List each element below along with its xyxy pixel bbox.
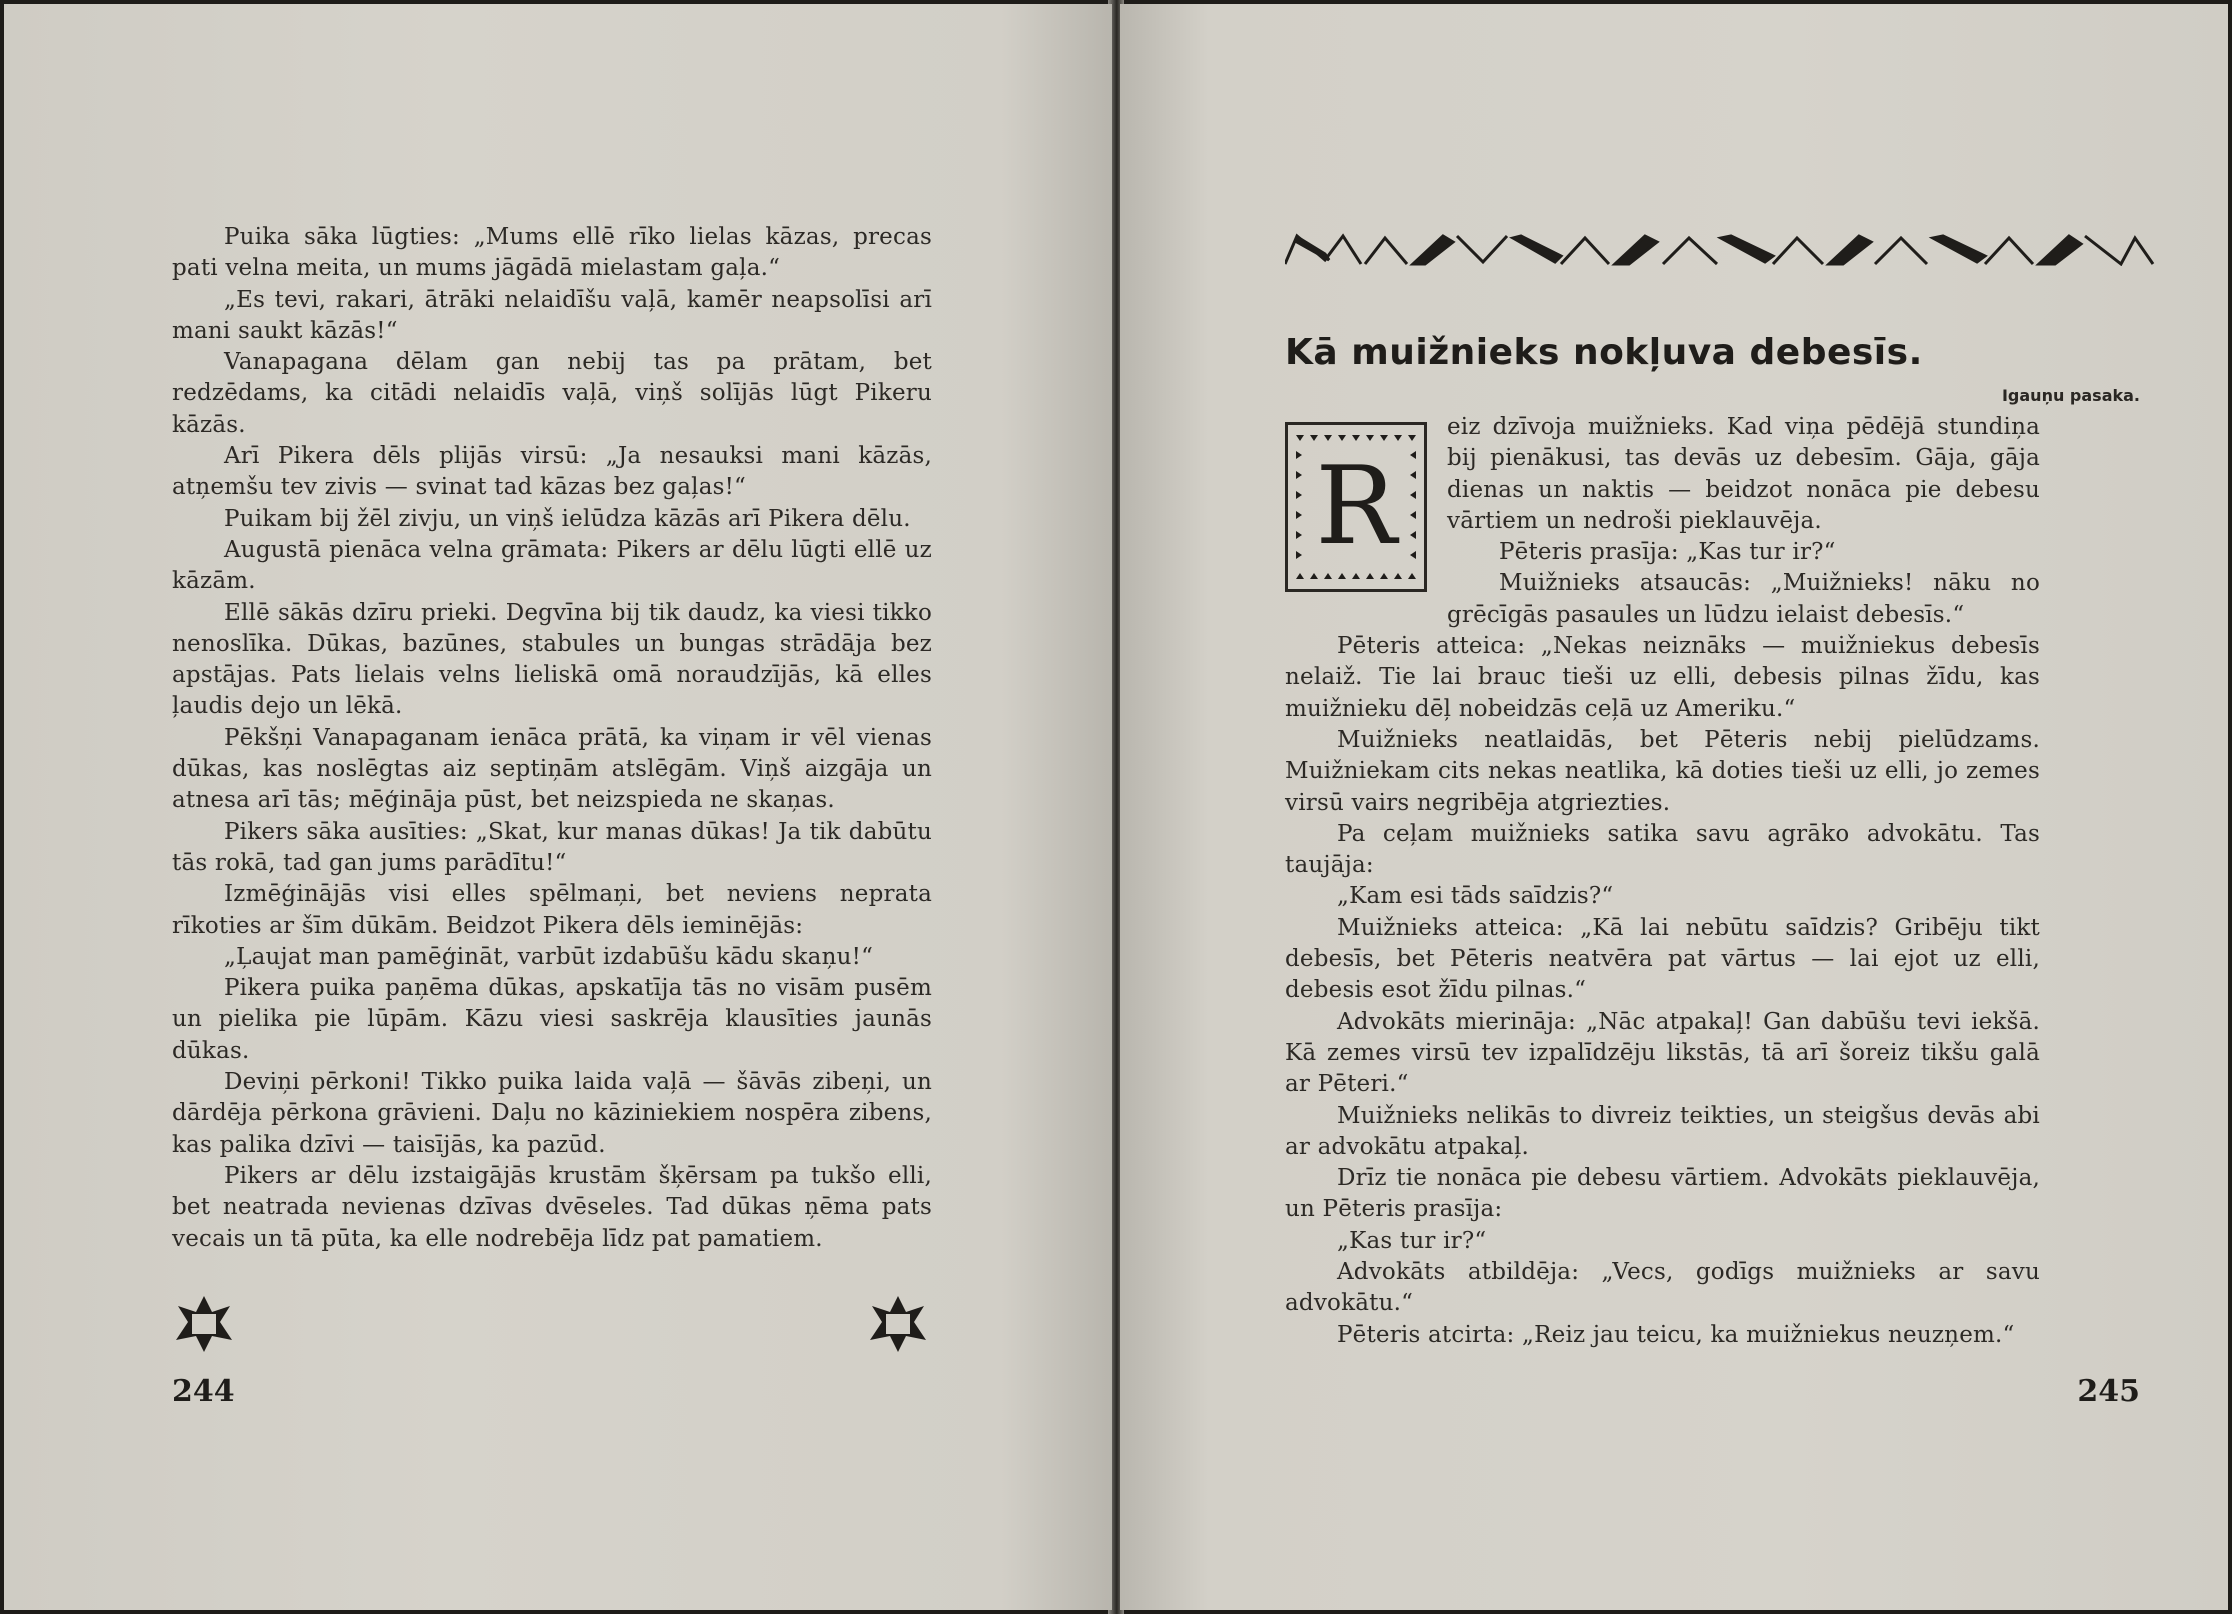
paragraph: Puika sāka lūgties: „Mums ellē rīko lielas kāzas, precas pati velna meita, un mums jāgādā mielastam gaļa.“ — [172, 224, 932, 282]
paragraph: „Kam esi tāds saīdzis?“ — [1337, 883, 1614, 910]
first-paragraph: eiz dzīvoja muižnieks. Kad viņa pēdējā stundiņa bij pienākusi, tas devās uz debesīm. Gāja, gāja dienas un naktis — beidzot nonāca pie debesu vārtiem un nedroši pieklauvēja. — [1447, 414, 2040, 534]
paragraph: Muižnieks neatlaidās, bet Pēteris nebij pielūdzams. Muižniekam cits nekas neatlika, kā doties tieši uz elli, jo zemes virsū vairs negribēja atgriezties. — [1285, 726, 2040, 816]
paragraph: Augustā pienāca velna grāmata: Pikers ar dēlu lūgti ellē uz kāzām. — [172, 536, 932, 595]
drop-cap-letter: R — [1315, 444, 1397, 569]
paragraph: Muižnieks nelikās to divreiz teikties, un steigšus devās abi ar advokātu atpakaļ. — [1285, 1102, 2040, 1160]
paragraph: Pikers sāka ausīties: „Skat, kur manas dūkas! Ja tik dabūtu tās rokā, tad gan jums parādītu!“ — [172, 818, 932, 876]
paragraph: Deviņi pērkoni! Tikko puika laida vaļā — šāvās zibeņi, un dārdēja pērkona grāvieni. Daļu no kāziniekiem nospēra zibens, kas palika dzīvi — taisījās, ka pazūd. — [172, 1069, 932, 1158]
paragraph: Pikera puika paņēma dūkas, apskatīja tās no visām pusēm un pielika pie lūpām. Kāzu viesi saskrēja klausīties jaunās dūkas. — [172, 975, 932, 1064]
paragraph: Pēteris atcirta: „Reiz jau teicu, ka muižniekus neuzņem.“ — [1337, 1321, 2015, 1348]
paragraph: Advokāts mierināja: „Nāc atpakaļ! Gan dabūšu tevi iekšā. Kā zemes virsū tev izpalīdzēju likstās, tā arī šoreiz tikšu galā ar Pēteri.“ — [1285, 1008, 2040, 1098]
paragraph: Vanapagana dēlam gan nebij tas pa prātam, bet redzēdams, ka citādi nelaidīs vaļā, viņš solījās lūgt Pikeru kāzās. — [172, 349, 932, 438]
paragraph: „Es tevi, rakari, ātrāki nelaidīšu vaļā, kamēr neapsolīsi arī mani saukt kāzās!“ — [172, 286, 932, 344]
paragraph: Pēkšņi Vanapaganam ienāca prātā, ka viņam ir vēl vienas dūkas, kas noslēgtas aiz septiņām atslēgām. Viņš aizgāja un atnesa arī tās; mēģināja pūst, bet neizspieda ne skaņas. — [172, 724, 932, 814]
paragraph: Advokāts atbildēja: „Vecs, godīgs muižnieks ar savu advokātu.“ — [1285, 1259, 2040, 1317]
paragraph: „Ļaujat man pamēģināt, varbūt izdabūšu kādu skaņu!“ — [224, 943, 874, 970]
right-page — [1120, 4, 2228, 1610]
paragraph: Muižnieks atsaucās: „Muižnieks! nāku no grēcīgās pasaules un lūdzu ielaist debesīs.“ — [1447, 570, 2040, 628]
paragraph: Arī Pikera dēls plijās virsū: „Ja nesauksi mani kāzās, atņemšu tev zivis — svinat tad kāzas bez gaļas!“ — [172, 443, 932, 501]
paragraph: Izmēģinājās visi elles spēlmaņi, bet neviens neprata rīkoties ar šīm dūkām. Beidzot Pikera dēls ieminējās: — [172, 881, 932, 939]
paragraph: Puikam bij žēl zivju, un viņš ielūdza kāzās arī Pikera dēlu. — [224, 505, 911, 532]
paragraph: Ellē sākās dzīru prieki. Degvīna bij tik daudz, ka viesi tikko nenoslīka. Dūkas, bazūnes, stabules un bungas strādāja bez apstājas. Pats lielais velns lieliskā omā noraudzījās, kā elles ļaudis dejo un lēkā. — [172, 599, 932, 720]
paragraph: Muižnieks atteica: „Kā lai nebūtu saīdzis? Gribēju tikt debesīs, bet Pēteris neatvēra pat vārtus — lai ejot uz elli, debesis esot žīdu pilnas.“ — [1285, 914, 2040, 1004]
paragraph: Pēteris atteica: „Nekas neiznāks — muižniekus debesīs nelaiž. Tie lai brauc tieši uz elli, debesis pilnas žīdu, kas muižnieku dēļ nobeidzās ceļā uz Ameriku.“ — [1285, 633, 2040, 722]
zigzag-band-icon — [1285, 232, 2155, 266]
paragraph: Pēteris prasīja: „Kas tur ir?“ — [1499, 539, 1836, 566]
star-ornament-icon — [172, 1292, 236, 1356]
story-title: Kā muižnieks nokļuva debesīs. — [1285, 332, 1923, 373]
story-subtitle: Igauņu pasaka. — [2001, 386, 2140, 405]
paragraph: Pikers ar dēlu izstaigājās krustām šķērsam pa tukšo elli, bet neatrada nevienas dzīvas dvēseles. Tad dūkas ņēma pats vecais un tā pūta, ka elle nodrebēja līdz pat pamatiem. — [172, 1162, 932, 1252]
page-number: 244 — [172, 1374, 235, 1409]
paragraph: Drīz tie nonāca pie debesu vārtiem. Advokāts pieklauvēja, un Pēteris prasīja: — [1285, 1165, 2040, 1223]
paragraph: Pa ceļam muižnieks satika savu agrāko advokātu. Tas taujāja: — [1285, 820, 2040, 879]
page-number: 245 — [2077, 1374, 2140, 1409]
star-ornament-icon — [866, 1292, 930, 1356]
left-page-text — [172, 222, 932, 1255]
paragraph: „Kas tur ir?“ — [1337, 1227, 1487, 1254]
left-page — [4, 4, 1112, 1610]
right-page-text — [1285, 412, 2040, 1351]
